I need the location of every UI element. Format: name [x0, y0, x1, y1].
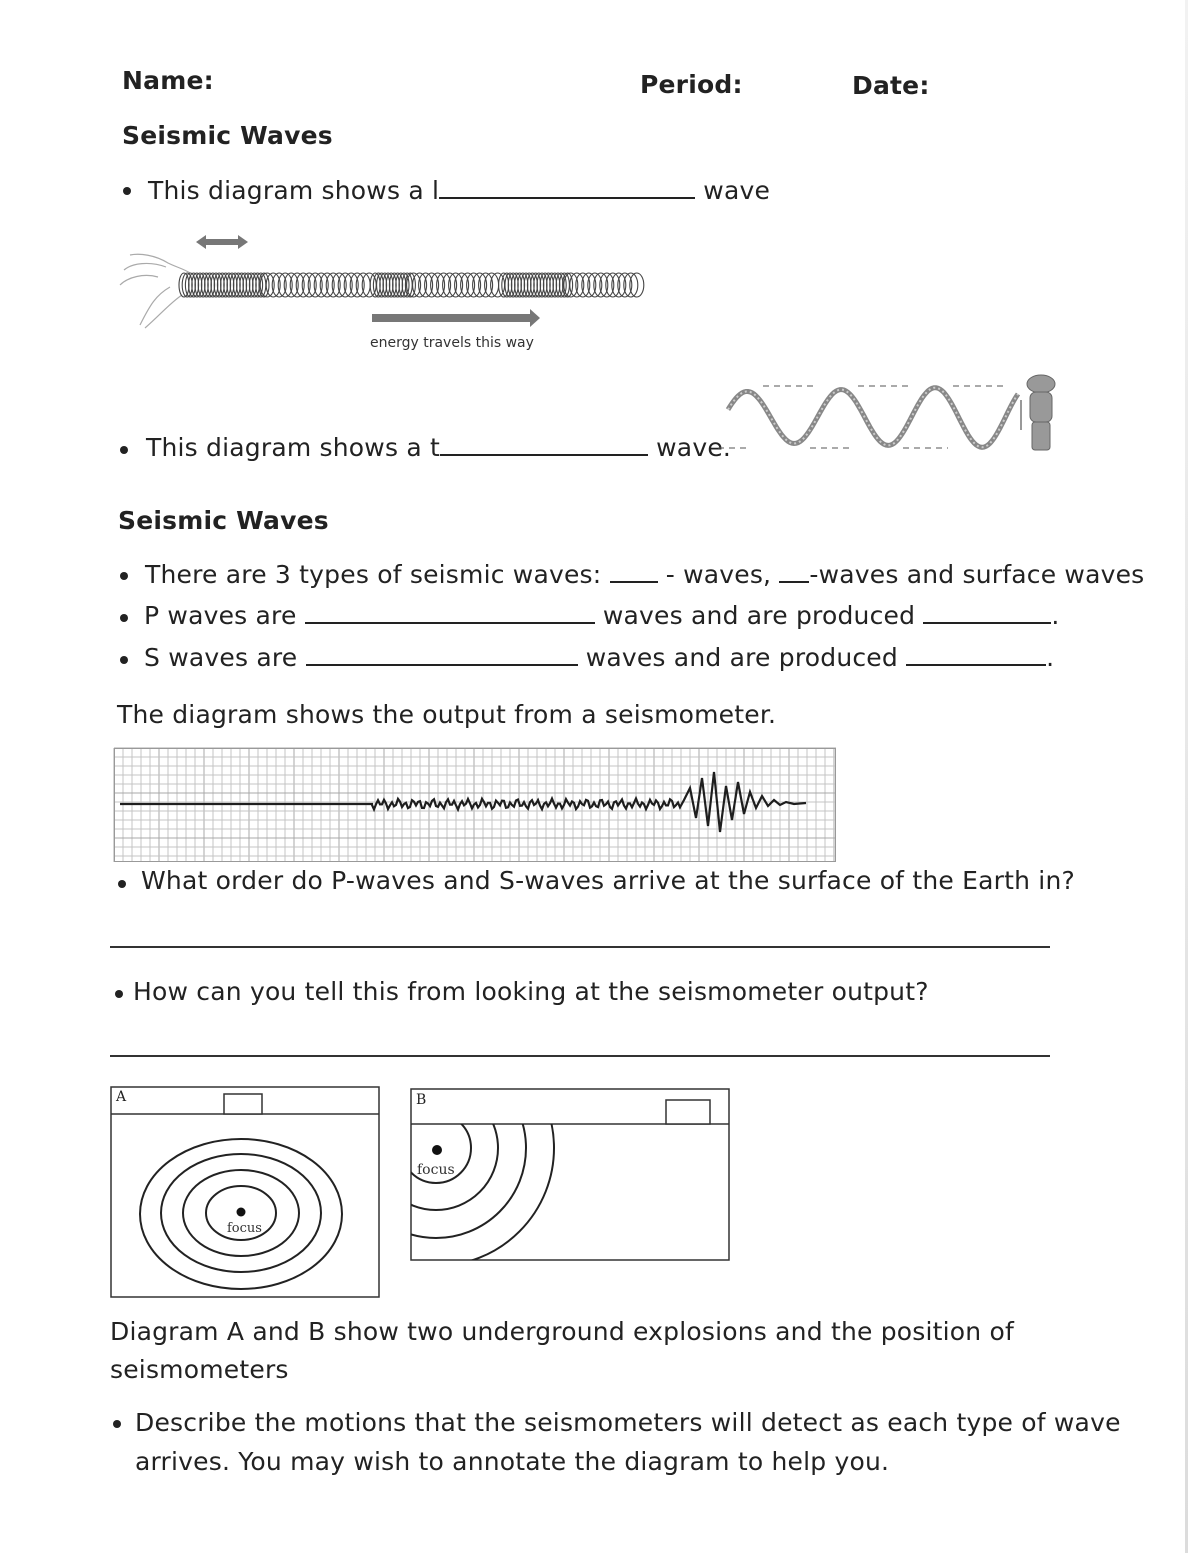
- diagram-caption-line-1: Diagram A and B show two underground explosions and the position of: [110, 1317, 1014, 1346]
- b3-text-a: S waves are: [144, 643, 298, 672]
- b1-text-c: -waves and surface waves: [809, 560, 1145, 589]
- describe-line-2: arrives. You may wish to annotate the diagram to help you.: [135, 1447, 890, 1476]
- diagram-b: [410, 1088, 732, 1264]
- bullet: [120, 446, 128, 454]
- describe-line-1: Describe the motions that the seismometers will detect as each type of wave: [135, 1408, 1121, 1437]
- scan-edge-shadow: [1185, 0, 1188, 1553]
- blank-wave-type-1[interactable]: [610, 580, 658, 583]
- q1-suffix: wave: [703, 176, 771, 205]
- diagram-b-label: B: [416, 1092, 427, 1108]
- energy-caption: energy travels this way: [370, 335, 534, 351]
- q1-prefix: This diagram shows a l: [148, 176, 440, 205]
- question-three-types: [145, 560, 1144, 589]
- bullet: [115, 990, 123, 998]
- rope-wave-diagram: [718, 370, 1063, 465]
- seismometer-box-a: [224, 1094, 262, 1114]
- b3-text-b: waves and are produced: [585, 643, 898, 672]
- section-heading-2: Seismic Waves: [118, 506, 329, 535]
- focus-dot-a: [237, 1208, 246, 1217]
- bullet: [118, 880, 126, 888]
- blank-transverse[interactable]: [440, 453, 648, 456]
- b1-text-a: There are 3 types of seismic waves:: [145, 560, 602, 589]
- focus-label-a: focus: [227, 1221, 262, 1236]
- double-arrow-icon: [196, 235, 248, 249]
- question-p-waves: [144, 601, 1059, 630]
- bullet: [113, 1420, 121, 1428]
- period-mark: .: [1046, 643, 1055, 672]
- blank-longitudinal[interactable]: [439, 196, 695, 199]
- question-s-waves: [144, 643, 1054, 672]
- focus-label-b: focus: [417, 1162, 455, 1178]
- energy-arrow-icon: [372, 309, 540, 327]
- b2-text-b: waves and are produced: [602, 601, 916, 630]
- blank-p-wave-kind[interactable]: [305, 621, 595, 624]
- period-mark: .: [1051, 601, 1060, 630]
- diagram-caption-line-2: seismometers: [110, 1355, 289, 1384]
- answer-line-how-tell[interactable]: [110, 1055, 1050, 1057]
- b1-text-b: - waves,: [665, 560, 772, 589]
- focus-dot-b: [432, 1145, 442, 1155]
- b2-text-a: P waves are: [144, 601, 297, 630]
- answer-line-order[interactable]: [110, 946, 1050, 948]
- blank-s-wave-kind[interactable]: [306, 663, 578, 666]
- q2-suffix: wave.: [656, 433, 732, 462]
- date-label: Date:: [852, 71, 930, 100]
- question-arrival-order: What order do P-waves and S-waves arrive at the surface of the Earth in?: [141, 866, 1075, 895]
- spring-coils: [179, 273, 644, 297]
- question-transverse: [146, 433, 731, 462]
- diagram-a-label: A: [116, 1089, 127, 1105]
- question-how-tell: How can you tell this from looking at the seismometer output?: [133, 977, 929, 1006]
- period-label: Period:: [640, 70, 743, 99]
- seismometer-intro: The diagram shows the output from a seismometer.: [117, 700, 777, 729]
- slinky-diagram: [110, 225, 670, 360]
- blank-wave-type-2[interactable]: [779, 580, 809, 583]
- bullet: [120, 614, 128, 622]
- question-longitudinal: [148, 176, 770, 205]
- blank-p-wave-produced[interactable]: [923, 621, 1051, 624]
- bullet: [120, 572, 128, 580]
- seismogram: [114, 748, 836, 862]
- bullet: [120, 656, 128, 664]
- diagram-a: [110, 1086, 382, 1300]
- q2-prefix: This diagram shows a t: [146, 433, 440, 462]
- rope-wave: [728, 388, 1018, 448]
- blank-s-wave-produced[interactable]: [906, 663, 1046, 666]
- bullet: [123, 187, 131, 195]
- name-label: Name:: [122, 66, 214, 95]
- seismometer-box-b: [666, 1100, 710, 1124]
- section-heading-1: Seismic Waves: [122, 121, 333, 150]
- person-icon: [1021, 375, 1055, 450]
